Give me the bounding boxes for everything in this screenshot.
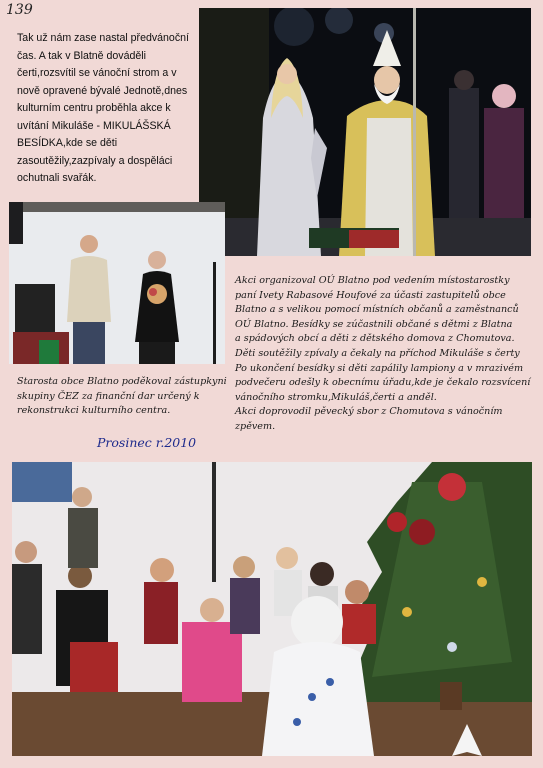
photo-mikulas-and-angel (199, 8, 531, 256)
photo-mayor-thanks (9, 202, 225, 364)
photo-children-christmas-tree (12, 462, 532, 756)
article-paragraph: Akci organizoval OÚ Blatno pod vedením místostarostky paní Ivety Rabasové Houfové za účasti zastupitelů obce Blatno a s velikou pomocí místních občanů a zaměstnanců OÚ Blatno. Besídky se zúčastnili občané s dětmi z Blatna a spádových obcí a děti z dětského domova z Chomutova. Děti soutěžily zpívaly a čekaly na příchod Mikuláše s čerty Po ukončení besídky si děti zapálily lampiony a v mrazivém podvečeru odešly k obecnímu úřadu,kde je čekalo rozsvícení vánočního stromku,Mikuláš,čerti a anděl. Akci doprovodil pěvecký sbor z Chomutova s vánočním zpěvem. (235, 275, 531, 432)
intro-paragraph: Tak už nám zase nastal předvánoční čas. A tak v Blatně dováděli čerti,rozsvítil se vánoční strom a v nově opravené bývalé Jednotě,dnes kulturním centru proběhla akce k uvítání Mikuláše - MIKULÁŠSKÁ BESÍDKA,kde se děti zasoutěžily,zazpívaly a dospěláci ochutnali svařák. (17, 32, 189, 184)
date-label: Prosinec r.2010 (97, 435, 197, 450)
photo-caption: Starosta obce Blatno poděkoval zástupkyni skupiny ČEZ za finanční dar určený k rekonstrukci kulturního centra. (17, 376, 227, 416)
page-number: 139 (6, 2, 33, 18)
